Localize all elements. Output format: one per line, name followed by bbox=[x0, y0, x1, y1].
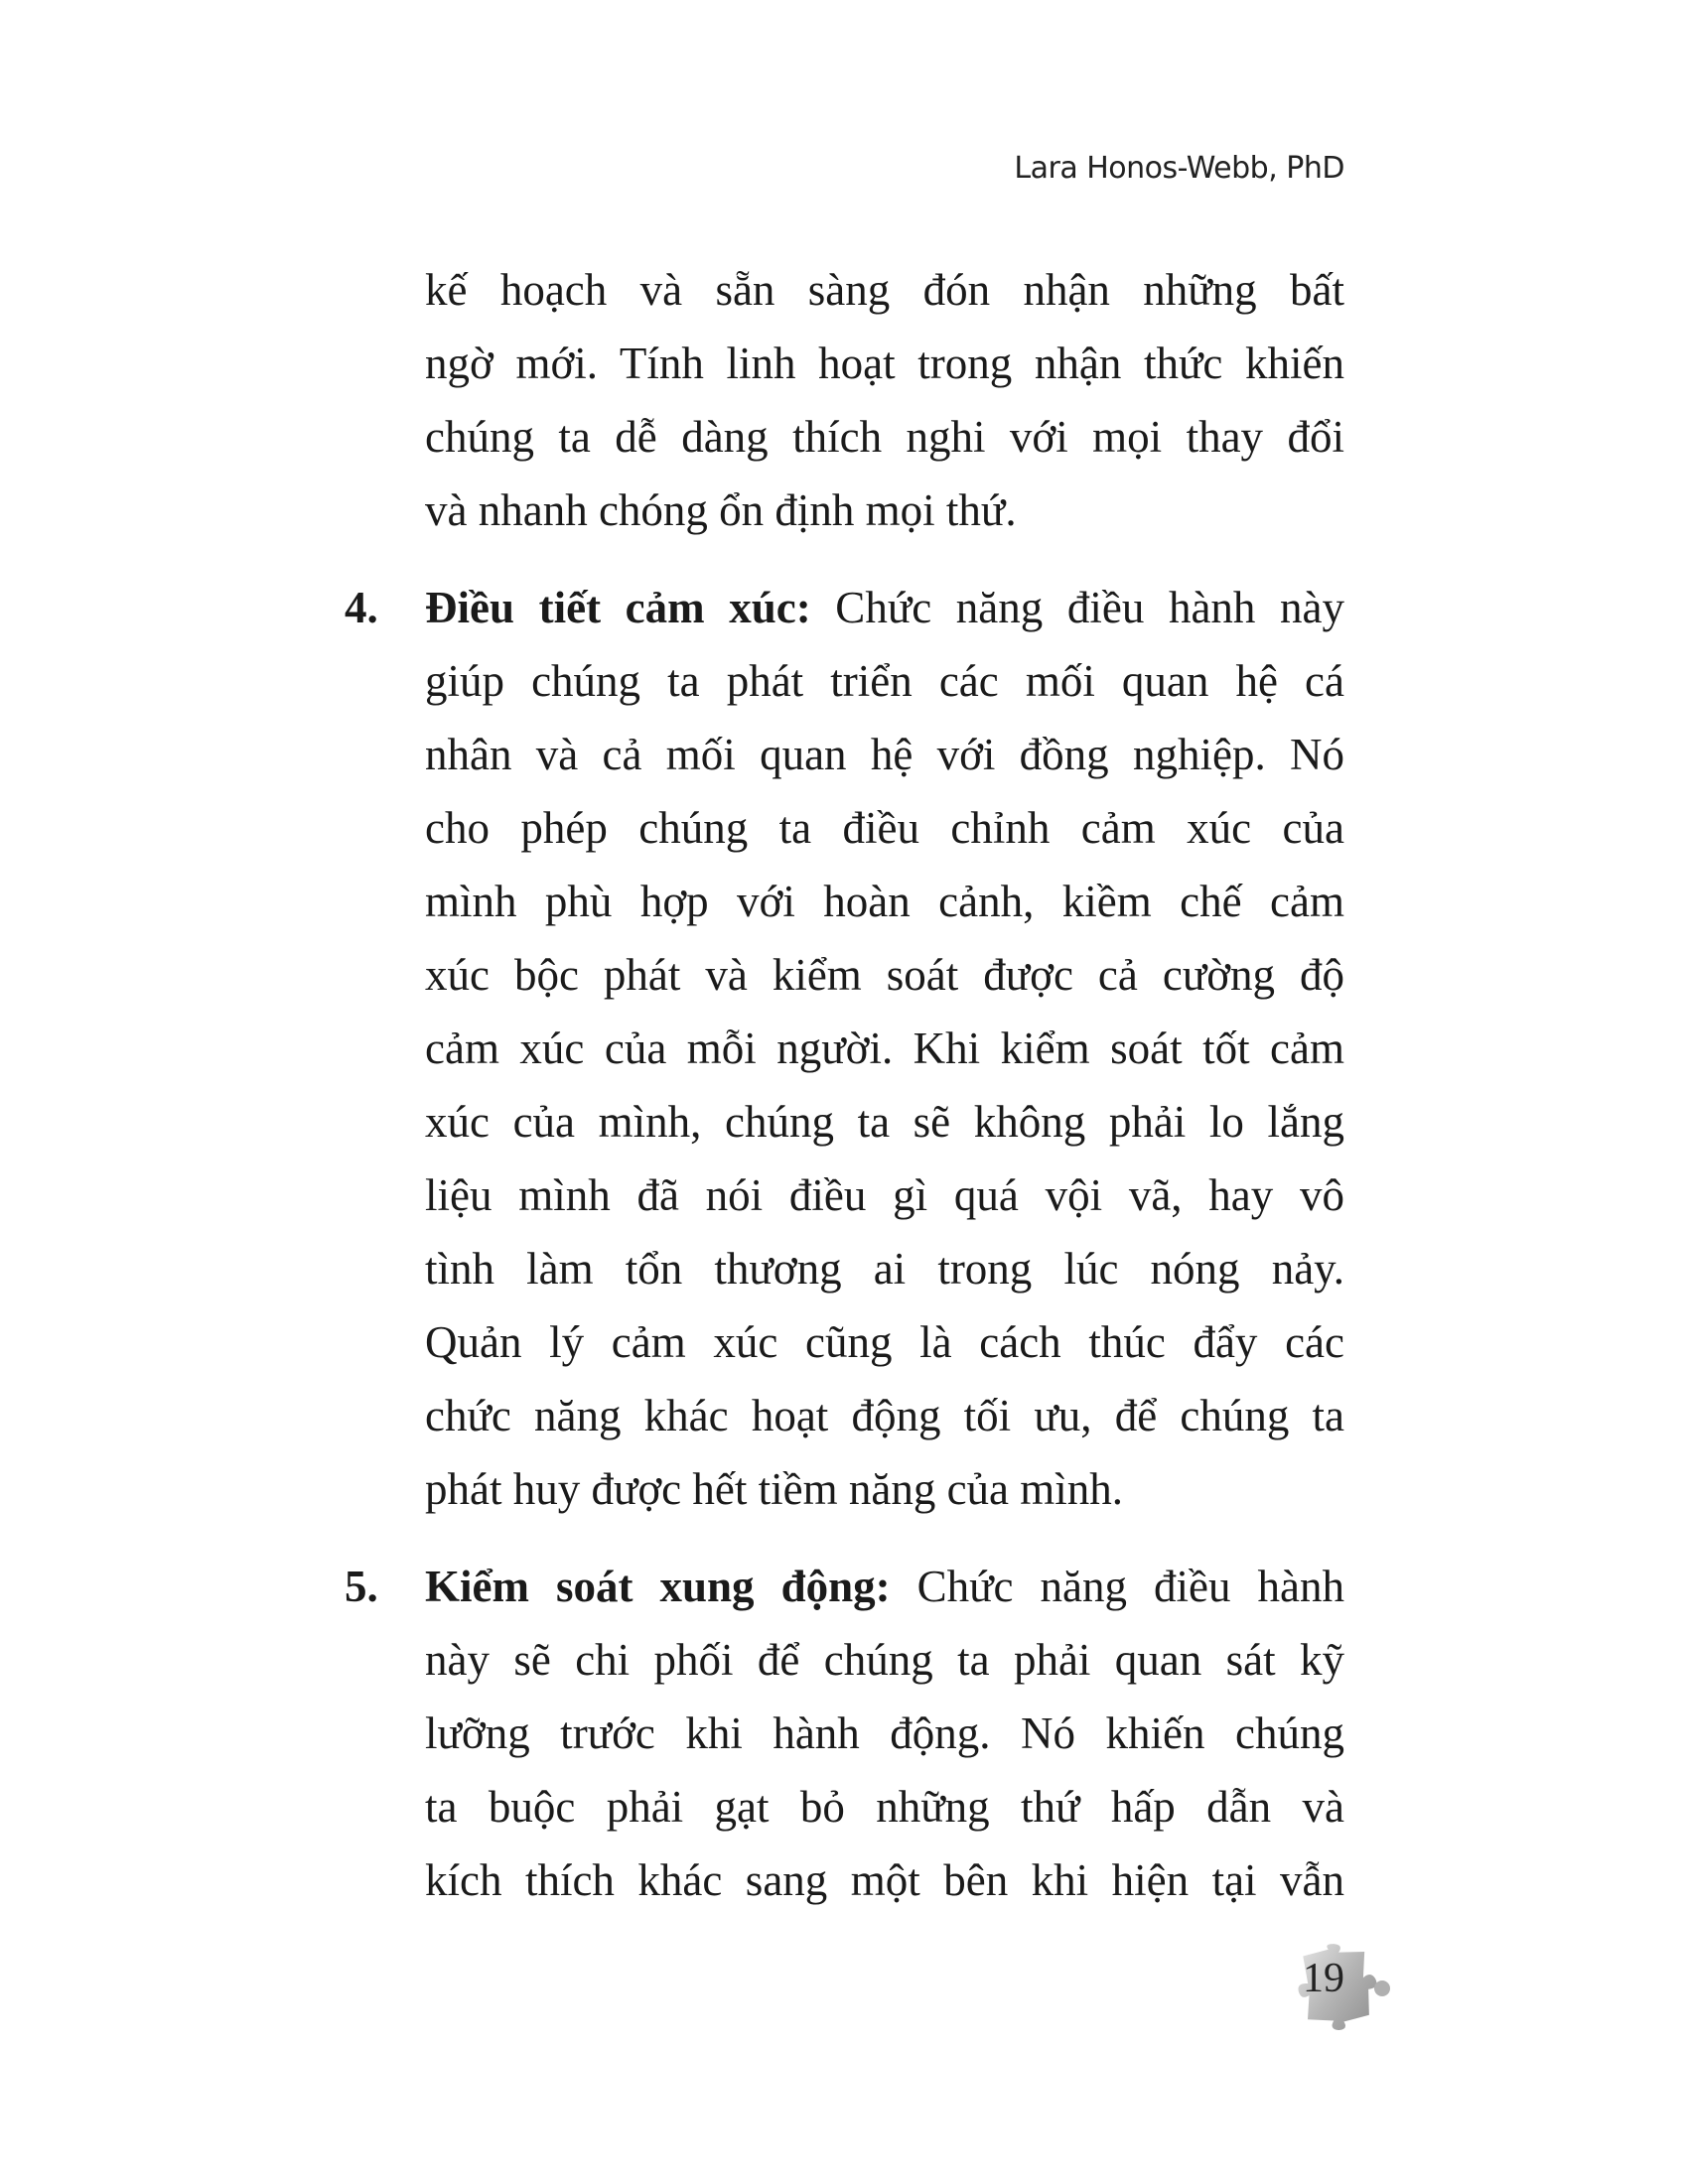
text-line: chức năng khác hoạt động tối ưu, để chúng ta bbox=[425, 1391, 1344, 1440]
text-line bbox=[425, 1550, 1344, 1623]
text-line: nhân và cả mối quan hệ với đồng nghiệp. Nó bbox=[425, 730, 1344, 779]
text-line: liệu mình đã nói điều gì quá vội vã, hay vô bbox=[425, 1170, 1344, 1220]
text-line: lưỡng trước khi hành động. Nó khiến chúng bbox=[425, 1708, 1344, 1758]
text-fragment: Chức năng điều hành bbox=[890, 1562, 1344, 1611]
text-line: kích thích khác sang một bên khi hiện tại vẫn bbox=[425, 1855, 1344, 1905]
page-number: 19 bbox=[1303, 1956, 1344, 2001]
text-line: Quản lý cảm xúc cũng là cách thúc đẩy các bbox=[425, 1317, 1344, 1367]
list-item-term: Kiểm soát xung động: bbox=[425, 1562, 891, 1611]
text-line: xúc của mình, chúng ta sẽ không phải lo lắng bbox=[425, 1097, 1344, 1147]
list-number: 5. bbox=[345, 1562, 378, 1611]
list-item-term: Điều tiết cảm xúc: bbox=[425, 583, 811, 632]
paragraph-continuation bbox=[425, 253, 1344, 547]
text-line: phát huy được hết tiềm năng của mình. bbox=[425, 1464, 1124, 1514]
list-item-4 bbox=[345, 571, 1344, 1526]
text-line: cho phép chúng ta điều chỉnh cảm xúc của bbox=[425, 803, 1344, 853]
text-line: xúc bộc phát và kiểm soát được cả cường độ bbox=[425, 950, 1344, 1000]
text-line: chúng ta dễ dàng thích nghi với mọi thay đổi bbox=[425, 412, 1344, 462]
text-line: ngờ mới. Tính linh hoạt trong nhận thức khiến bbox=[425, 339, 1344, 388]
text-fragment: Chức năng điều hành này bbox=[810, 583, 1344, 632]
page-body bbox=[345, 253, 1344, 1917]
text-line: tình làm tổn thương ai trong lúc nóng nảy. bbox=[425, 1244, 1344, 1294]
text-line: cảm xúc của mỗi người. Khi kiểm soát tốt cảm bbox=[425, 1024, 1344, 1073]
text-line: giúp chúng ta phát triển các mối quan hệ cá bbox=[425, 656, 1344, 706]
running-header-author: Lara Honos-Webb, PhD bbox=[1014, 151, 1344, 186]
page-number-badge bbox=[1283, 1941, 1392, 2030]
text-line: và nhanh chóng ổn định mọi thứ. bbox=[425, 485, 1017, 535]
text-line: này sẽ chi phối để chúng ta phải quan sát kỹ bbox=[425, 1635, 1344, 1685]
text-line: mình phù hợp với hoàn cảnh, kiềm chế cảm bbox=[425, 877, 1344, 926]
text-line bbox=[425, 571, 1344, 644]
list-item-5 bbox=[345, 1550, 1344, 1917]
text-line: kế hoạch và sẵn sàng đón nhận những bất bbox=[425, 265, 1344, 315]
text-line: ta buộc phải gạt bỏ những thứ hấp dẫn và bbox=[425, 1782, 1344, 1832]
list-number: 4. bbox=[345, 583, 378, 632]
